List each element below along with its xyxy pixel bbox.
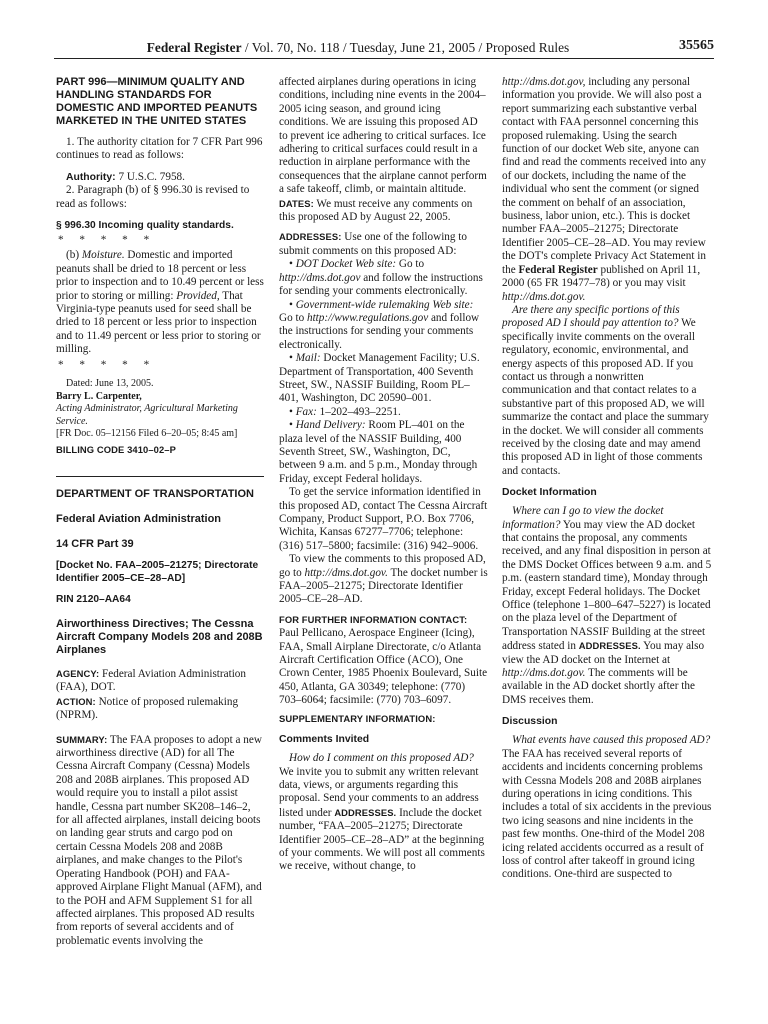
rule-title: Airworthiness Directives; The Cessna Aircraft Company Models 208 and 208B Airplanes [56, 618, 263, 656]
contact-label: FOR FURTHER INFORMATION CONTACT: [279, 613, 468, 625]
authority-label: Authority: [66, 171, 116, 183]
bullet-text: and follow the instructions for sending your comments electronically. [279, 311, 480, 351]
summary-continuation: affected airplanes during operations in icing conditions, including nine events in the 2004–2005 icing season, and ground icing conditions. We are issuing this proposed AD to prevent ice adhering to critical surfaces. Ice adhering to critical surfaces could result in a reduction in airplane performance with the consequences that the airplane cannot perform a safe takeoff, climb, or maintain altitude. [279, 76, 487, 196]
dates-text: We must receive any comments on this proposed AD by August 22, 2005. [279, 197, 473, 224]
comments-question: How do I comment on this proposed AD? [289, 752, 474, 765]
docket-number: [Docket No. FAA–2005–21275; Directorate Identifier 2005–CE–28–AD] [56, 560, 259, 584]
federal-register-ref: Federal Register [518, 263, 598, 276]
paragraph-b-text-1: Domestic and imported peanuts shall be dried to 18 percent or less prior to inspection and to 10.49 percent or less prior to storing or milling: [56, 249, 264, 302]
page-number: 35565 [679, 38, 714, 53]
action-label: ACTION: [56, 695, 96, 707]
bullet-hand-delivery [279, 419, 488, 486]
addresses-text: Use one of the following to submit comments on this proposed AD: [279, 231, 467, 257]
bullet-icon: • [289, 419, 296, 432]
specific-portions-text: We specifically invite comments on the overall regulatory, economic, environmental, and energy aspects of this proposed AD. If you contact us through a nonwritten communication and that contact relates to a substantive part of this proposed AD, we will summarize the contact and place the summary in the docket. We will consider all comments received by the closing date and may amend this proposed AD in light of those comments and contacts. [502, 317, 709, 477]
section-divider [56, 476, 264, 477]
dated-line: Dated: June 13, 2005. [66, 378, 154, 390]
dms-link-3[interactable]: http://dms.dot.gov, [502, 76, 586, 88]
moisture-term: Moisture. [81, 249, 125, 262]
comments-paragraph [279, 752, 488, 874]
comments-text-1: We invite you to submit any written relevant data, views, or arguments regarding this proposal. Send your comments to an address listed under [279, 765, 479, 819]
supplementary-label: SUPPLEMENTARY INFORMATION: [279, 712, 436, 724]
part-title: PART 996—MINIMUM QUALITY AND HANDLING STANDARDS FOR DOMESTIC AND IMPORTED PEANUTS MARKETED IN THE UNITED STATES [56, 76, 258, 127]
specific-portions-paragraph [502, 304, 712, 478]
comments-heading: Comments Invited [279, 734, 370, 746]
addresses-ref: ADDRESSES. [334, 806, 397, 818]
contact-text: Paul Pellicano, Aerospace Engineer (Icing), FAA, Small Airplane Directorate, c/o Atlanta Aircraft Certification Office (ACO), One Crown Center, 1985 Phoenix Boulevard, Suite 450, Atlanta, GA 30349; telephone: (770) 703–6064; facsimile: (770) 703–6097. [279, 627, 488, 707]
rin-number: RIN 2120–AA64 [56, 594, 131, 605]
bullet-text: and follow the instructions for sending your comments electronically. [279, 271, 483, 298]
action-text: Notice of proposed rulemaking (NPRM). [56, 695, 239, 722]
bullet-icon: • [289, 298, 296, 311]
docket-information-heading: Docket Information [502, 487, 597, 499]
addresses-ref-2: ADDRESSES. [578, 640, 641, 652]
comments-text-2: Include the docket number, “FAA–2005–21275; Directorate Identifier 2005–CE–28–AD” at the beginning of your comments. We will post all comments we receive, without change, to [279, 806, 485, 873]
bullet-regulations-gov [279, 299, 488, 353]
bullet-icon: • [289, 352, 296, 365]
docket-text-2: You may also view the AD docket on the Internet at [502, 640, 705, 666]
regulations-link[interactable]: http://www.regulations.gov [306, 311, 429, 324]
contact-paragraph [279, 613, 488, 708]
agency-text: Federal Aviation Administration (FAA), DOT. [56, 668, 246, 694]
paragraph-b [56, 249, 264, 356]
specific-portions-question: Are there any specific portions of this proposed AD I should pay attention to? [502, 303, 680, 330]
cfr-part: 14 CFR Part 39 [56, 538, 134, 550]
summary-text: The FAA proposes to adopt a new airworthiness directive (AD) for all The Cessna Aircraft Company (Cessna) Models 208 and 208B airplanes. This proposed AD would require you to install a pilot assist handle, Cessna part number SK208–146–2, for all affected airplanes, install deicing boots on landing gear struts and cargo pod on certain Cessna Models 208 and 208B airplanes, and make changes to the Pilot's Operating Handbook (POH) and FAA-approved Airplane Flight Manual (AFM), and to the POH and AFM Supplement S1 for all affected airplanes. This proposed AD results from reports of several accidents and of problematic events involving the [56, 733, 262, 947]
view-text-pre: To view the comments to this proposed AD, go to [279, 553, 486, 579]
comments-continuation-text-2: published on April 11, 2000 (65 FR 19477–78) or you may visit [502, 263, 701, 290]
bullet-text: Docket Management Facility; U.S. Department of Transportation, 400 Seventh Street, SW., NASSIF Building, Room PL–401, Washington, DC 20590–001. [279, 352, 480, 405]
addresses-label: ADDRESSES: [279, 231, 342, 243]
billing-code: BILLING CODE 3410–02–P [56, 443, 176, 455]
page-header [54, 36, 714, 59]
agency-heading: Federal Aviation Administration [56, 513, 222, 525]
journal-name: Federal Register [146, 40, 242, 55]
column-3 [502, 76, 712, 882]
department-heading: DEPARTMENT OF TRANSPORTATION [56, 488, 254, 500]
comments-continuation [502, 76, 712, 304]
discussion-heading: Discussion [502, 716, 558, 728]
dms-link-4[interactable]: http://dms.dot.gov. [502, 290, 586, 303]
discussion-paragraph [502, 734, 712, 881]
column-2 [279, 76, 488, 874]
docket-text-3: The comments will be available in the AD docket shortly after the DMS receives them. [502, 667, 695, 706]
service-information-paragraph: To get the service information identified in this proposed AD, contact The Cessna Aircraft Company, Product Support, P.O. Box 7706, Wichita, Kansas 67277–7706; telephone: (316) 517–5800; facsimile: (316) 942–9006. [279, 486, 488, 552]
bullet-dot-docket [279, 258, 488, 298]
action-paragraph [56, 695, 264, 723]
bullet-label: Hand Delivery: [295, 419, 366, 432]
amendment-instruction: 2. Paragraph (b) of § 996.30 is revised to read as follows: [56, 184, 250, 210]
agency-paragraph [56, 667, 264, 695]
paragraph-b-marker: (b) [66, 249, 82, 262]
column-1 [56, 76, 264, 948]
dms-link-2[interactable]: http://dms.dot.gov. [304, 566, 388, 579]
docket-information-paragraph [502, 505, 712, 707]
authority-text: 7 U.S.C. 7958. [115, 170, 185, 183]
dates-paragraph [279, 197, 488, 225]
summary-paragraph [56, 733, 264, 949]
agency-label: AGENCY: [56, 668, 100, 679]
docket-question: Where can I go to view the docket information? [502, 505, 664, 531]
bullet-text: Room PL–401 on the plaza level of the NASSIF Building, 400 Seventh Street, SW., Washington, DC, between 9 a.m. and 5 p.m., Monday through Friday, except Federal holidays. [279, 419, 478, 485]
dms-link-5[interactable]: http://dms.dot.gov. [502, 667, 586, 680]
paragraph-b-text-2: That Virginia-type peanuts used for seed shall be dried to 18 percent or less prior to inspection and to 11.49 percent or less prior to storing or milling. [56, 289, 261, 356]
signer-name: Barry L. Carpenter, [56, 390, 142, 402]
authority-citation-instruction: 1. The authority citation for 7 CFR Part 996 continues to read as follows: [56, 136, 263, 162]
bullet-label: Mail: [295, 352, 321, 365]
bullet-mail [279, 352, 488, 406]
bullet-icon: • [289, 258, 296, 271]
comments-continuation-text-1: including any personal information you provide. We will also post a report summarizing each substantive verbal contact with FAA personnel concerning this proposed rulemaking. Using the search function of our docket Web site, anyone can find and read the comments received into any of our dockets, including the name of the individual who sent the comment (or signed the comment on behalf of an association, business, labor union, etc.). This is docket number FAA–2005–21275; Directorate Identifier 2005–CE–28–AD. You may review the DOT's complete Privacy Act Statement in the [502, 76, 707, 276]
dms-link[interactable]: http://dms.dot.gov [279, 271, 361, 284]
bullet-icon: • [289, 405, 296, 418]
bullet-label: Government-wide rulemaking Web site: [295, 298, 474, 311]
bullet-fax [279, 406, 488, 419]
authority-paragraph [56, 171, 264, 184]
signer-title: Acting Administrator, Agricultural Marketing Service. [56, 403, 238, 427]
view-comments-paragraph [279, 553, 488, 607]
bullet-text-pre: Go to [396, 258, 425, 271]
header-title [54, 40, 662, 56]
events-question: What events have caused this proposed AD? [512, 734, 711, 747]
bullet-label: Fax: [295, 405, 317, 418]
provided-term: Provided, [176, 289, 220, 302]
events-text: The FAA has received several reports of accidents and incidents concerning problems with Cessna Models 208 and 208B airplanes during operations in icing conditions. This includes a total of six accidents in the previous two icing seasons and nine incidents in the past few months. One-third of the Model 208 icing related accidents occurred as a result of loss of control after takeoff in ground icing conditions. One-third are suspected to [502, 747, 712, 881]
bullet-label: DOT Docket Web site: [295, 258, 397, 271]
bullet-text: 1–202–493–2251. [316, 405, 401, 418]
fr-doc-line: [FR Doc. 05–12156 Filed 6–20–05; 8:45 am] [56, 428, 238, 440]
ellipsis-stars: * * * * * [58, 234, 150, 247]
section-title: § 996.30 Incoming quality standards. [56, 220, 234, 232]
bullet-text-pre: Go to [279, 311, 307, 324]
summary-label: SUMMARY: [56, 733, 108, 745]
issue-details: / Vol. 70, No. 118 / Tuesday, June 21, 2005 / Proposed Rules [241, 40, 570, 55]
docket-text-1: You may view the AD docket that contains the proposal, any comments received, and any final disposition in person at the DMS Docket Offices between 9 a.m. and 5 p.m. (eastern standard time), Monday through Friday, except Federal holidays. The Docket Office (telephone 1–800–647–5227) is located on the plaza level of the Department of Transportation NASSIF Building at the street address stated in [502, 518, 712, 653]
view-text: The docket number is FAA–2005–21275; Directorate Identifier 2005–CE–28–AD. [279, 566, 488, 606]
dates-label: DATES: [279, 197, 314, 209]
ellipsis-stars-2: * * * * * [58, 358, 150, 371]
addresses-paragraph [279, 230, 488, 258]
